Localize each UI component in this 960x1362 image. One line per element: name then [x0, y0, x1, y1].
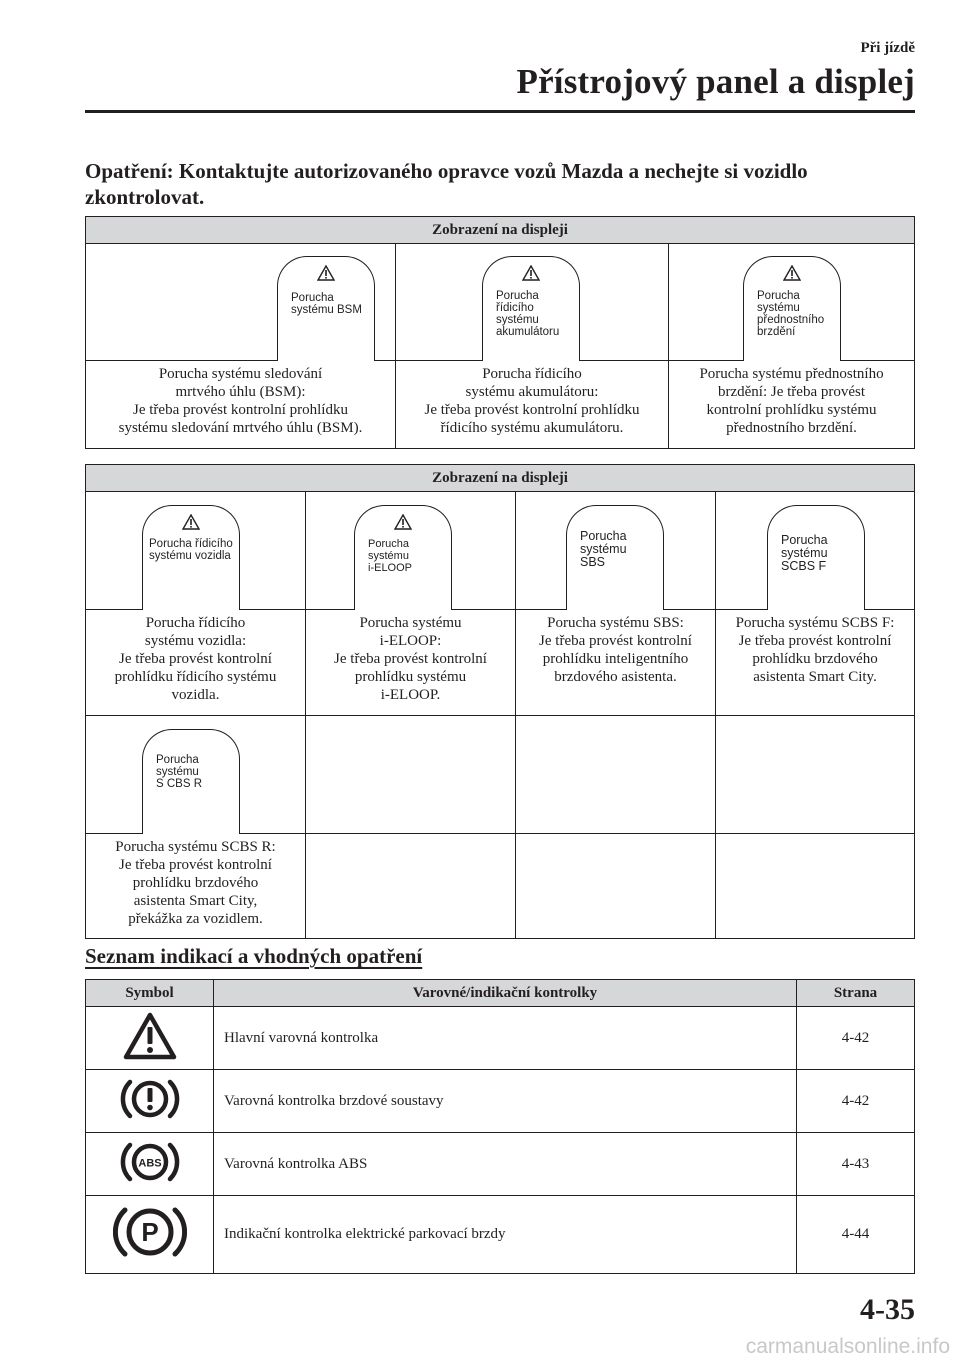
master-warning-triangle-icon: [123, 1012, 177, 1060]
page-reference: 4-42: [797, 1007, 915, 1070]
display-label: Porucha řídicího systému akumulátoru: [496, 290, 560, 338]
display-screen: [354, 505, 452, 610]
description-text: Porucha systému přednostního brzdění: Je třeba provést kontrolní prohlídku systému přednostního brzdění.: [699, 366, 884, 436]
display-screen: [277, 256, 375, 361]
empty-cell: [306, 716, 516, 834]
table-header: Zobrazení na displeji: [86, 217, 915, 244]
display-image-cell: [516, 492, 716, 610]
indicator-name: Hlavní varovná kontrolka: [214, 1007, 797, 1070]
display-screen: [743, 256, 841, 361]
display-screen: [142, 505, 240, 610]
display-label: Porucha systému přednostního brzdění: [757, 290, 825, 338]
description-text: Porucha systému i-ELOOP: Je třeba provést kontrolní prohlídku systému i-ELOOP.: [334, 615, 487, 703]
empty-cell: [716, 834, 915, 939]
description-text: Porucha systému SBS: Je třeba provést kontrolní prohlídku inteligentního brzdového asistenta.: [539, 615, 692, 685]
display-image-cell: [86, 492, 306, 610]
page-title: Přístrojový panel a displej: [516, 62, 915, 101]
warning-triangle-icon: [317, 265, 335, 281]
description-text: Porucha systému SCBS F: Je třeba provést kontrolní prohlídku brzdového asistenta Smart City.: [735, 615, 895, 685]
abs-warning-icon: [120, 1139, 180, 1185]
display-label: Porucha systému SCBS F: [781, 533, 828, 573]
empty-cell: [306, 834, 516, 939]
display-label: Porucha systému SBS: [580, 529, 627, 569]
display-image-cell: [86, 716, 306, 834]
indicator-list-table: [85, 979, 915, 1274]
warning-triangle-icon: [522, 265, 540, 281]
warning-triangle-icon: [182, 514, 200, 530]
display-label: Porucha systému BSM: [291, 292, 362, 316]
display-screen: [482, 256, 580, 361]
column-header-page: Strana: [797, 980, 915, 1007]
section-name: Při jízdě: [860, 40, 915, 56]
display-screen: [566, 505, 664, 610]
table-row: [86, 1196, 915, 1274]
display-image-cell: [396, 244, 669, 361]
watermark: carmanualsonline.info: [745, 1335, 950, 1358]
indicator-name: Varovná kontrolka brzdové soustavy: [214, 1070, 797, 1133]
table-row: [86, 1133, 915, 1196]
description-text: Porucha řídicího systému akumulátoru: Je třeba provést kontrolní prohlídku řídicího systému akumulátoru.: [424, 366, 640, 436]
page-number: 4-35: [860, 1293, 915, 1326]
empty-cell: [716, 716, 915, 834]
display-table-2: [85, 464, 915, 939]
empty-cell: [516, 834, 716, 939]
intro-paragraph: Opatření: Kontaktujte autorizovaného opravce vozů Mazda a nechejte si vozidlo zkontrolovat.: [85, 159, 808, 209]
table-row: [86, 1007, 915, 1070]
column-header-lights: Varovné/indikační kontrolky: [214, 980, 797, 1007]
brake-system-warning-icon: [120, 1076, 180, 1122]
svg-text:ABS: ABS: [137, 1157, 162, 1169]
warning-triangle-icon: [394, 514, 412, 530]
display-label: Porucha systému S CBS R: [156, 754, 203, 790]
description-text: Porucha systému sledování mrtvého úhlu (BSM): Je třeba provést kontrolní prohlídku systému sledování mrtvého úhlu (BSM).: [118, 366, 363, 436]
empty-cell: [516, 716, 716, 834]
section-heading: Seznam indikací a vhodných opatření: [85, 944, 423, 968]
description-text: Porucha systému SCBS R: Je třeba provést kontrolní prohlídku brzdového asistenta Smart City, překážka za vozidlem.: [115, 839, 276, 927]
table-header: Zobrazení na displeji: [86, 465, 915, 492]
page-reference: 4-44: [797, 1196, 915, 1274]
display-label: Porucha řídicího systému vozidla: [149, 538, 233, 562]
display-screen: [142, 729, 240, 834]
display-image-cell: [306, 492, 516, 610]
indicator-name: Varovná kontrolka ABS: [214, 1133, 797, 1196]
description-text: Porucha řídicího systému vozidla: Je třeba provést kontrolní prohlídku řídicího systému vozidla.: [114, 615, 277, 703]
warning-triangle-icon: [783, 265, 801, 281]
table-row: [86, 1070, 915, 1133]
display-image-cell: [669, 244, 915, 361]
page-reference: 4-43: [797, 1133, 915, 1196]
svg-text:P: P: [140, 1217, 159, 1247]
display-image-cell: [86, 244, 396, 361]
display-image-cell: [716, 492, 915, 610]
display-table-1: [85, 216, 915, 449]
column-header-symbol: Symbol: [86, 980, 214, 1007]
electric-parking-brake-icon: [113, 1202, 187, 1262]
header-rule: [85, 110, 915, 113]
page-reference: 4-42: [797, 1070, 915, 1133]
display-screen: [767, 505, 865, 610]
indicator-name: Indikační kontrolka elektrické parkovací brzdy: [214, 1196, 797, 1274]
display-label: Porucha systému i-ELOOP: [368, 538, 413, 574]
